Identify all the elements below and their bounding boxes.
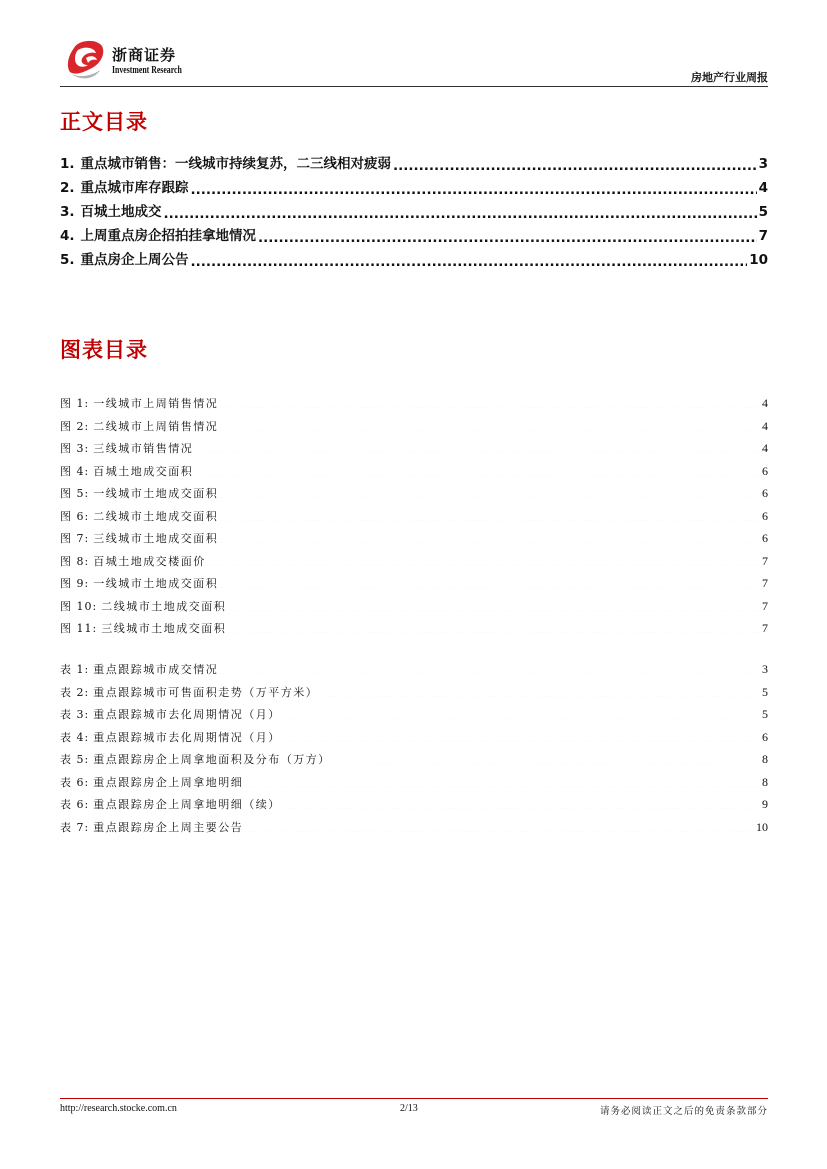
table-item[interactable] [60, 681, 768, 704]
figure-page: 4 [762, 418, 768, 433]
figure-label: 图 8: [60, 554, 90, 568]
toc-item[interactable] [60, 224, 768, 248]
dot-leader [219, 486, 761, 498]
table-label: 表 5: [60, 753, 90, 766]
figure-label: 图 5: [60, 487, 90, 500]
toc-item-page: 5 [758, 204, 768, 220]
figure-label: 图 4: [60, 464, 90, 478]
report-type: 房地产行业周报 [691, 71, 768, 84]
figure-page: 6 [762, 486, 768, 500]
dot-leader [244, 775, 761, 787]
dot-leader [219, 531, 761, 543]
table-label: 表 1: [60, 663, 90, 676]
figure-text: 三线城市土地成交面积 [93, 532, 219, 545]
dot-leader [219, 419, 761, 431]
dot-leader [191, 178, 757, 194]
page-footer [60, 1103, 768, 1119]
figure-list [60, 392, 768, 640]
dot-leader [332, 752, 761, 764]
toc-list [60, 152, 768, 272]
toc-item-number: 2. [60, 180, 75, 196]
table-item[interactable] [60, 793, 768, 816]
dot-leader [227, 599, 761, 611]
table-label: 表 6: [60, 798, 90, 811]
table-text: 重点跟踪城市去化周期情况（月） [93, 730, 281, 744]
figure-item[interactable] [60, 550, 768, 573]
figure-item[interactable] [60, 527, 768, 550]
dot-leader [219, 396, 761, 408]
toc-item-number: 5. [60, 252, 75, 268]
toc-item-text: 百城土地成交 [80, 204, 162, 220]
table-text: 重点跟踪城市可售面积走势（万平方米） [93, 685, 319, 699]
toc-title: 正文目录 [60, 110, 148, 134]
table-label: 表 4: [60, 730, 90, 744]
toc-item[interactable] [60, 152, 768, 176]
figure-page: 4 [762, 441, 768, 455]
figure-text: 百城土地成交楼面价 [93, 554, 206, 568]
figure-label: 图 7: [60, 532, 90, 545]
table-text: 重点跟踪城市成交情况 [93, 663, 219, 676]
dot-leader [282, 797, 761, 809]
table-page: 8 [762, 752, 768, 766]
toc-item[interactable] [60, 248, 768, 272]
table-label: 表 2: [60, 685, 90, 699]
dot-leader [244, 820, 755, 832]
footer-page-number: 2/13 [400, 1103, 418, 1114]
figure-text: 百城土地成交面积 [93, 464, 194, 478]
figure-label: 图 11: [60, 622, 98, 635]
toc-item-text: 重点城市销售：一线城市持续复苏，二三线相对疲弱 [80, 156, 392, 172]
table-item[interactable] [60, 726, 768, 749]
page-header [60, 38, 768, 88]
brand-logo-icon [66, 38, 106, 82]
table-label: 表 7: [60, 820, 90, 834]
table-page: 8 [762, 774, 768, 789]
figures-title: 图表目录 [60, 338, 148, 362]
figure-text: 二线城市上周销售情况 [93, 419, 219, 433]
table-page: 10 [756, 819, 768, 834]
toc-item-number: 4. [60, 228, 75, 244]
figure-text: 二线城市土地成交面积 [93, 509, 219, 523]
table-page: 9 [762, 797, 768, 811]
figure-label: 图 6: [60, 509, 90, 523]
table-text: 重点跟踪城市去化周期情况（月） [93, 708, 281, 721]
figure-label: 图 1: [60, 397, 90, 410]
table-text: 重点跟踪房企上周主要公告 [93, 820, 244, 834]
figure-item[interactable] [60, 415, 768, 438]
table-page: 5 [762, 707, 768, 721]
table-page: 6 [762, 729, 768, 744]
table-text: 重点跟踪房企上周拿地明细 [93, 775, 244, 789]
figure-item[interactable] [60, 437, 768, 460]
figure-label: 图 2: [60, 419, 90, 433]
toc-item[interactable] [60, 176, 768, 200]
toc-item[interactable] [60, 200, 768, 224]
table-page: 3 [762, 662, 768, 676]
figure-page: 4 [762, 396, 768, 410]
figure-label: 图 10: [60, 599, 98, 613]
figure-text: 二线城市土地成交面积 [101, 599, 227, 613]
figure-item[interactable] [60, 617, 768, 640]
figure-text: 三线城市销售情况 [93, 442, 194, 455]
table-page: 5 [762, 684, 768, 699]
table-item[interactable] [60, 771, 768, 794]
figure-page: 7 [762, 598, 768, 613]
figure-item[interactable] [60, 595, 768, 618]
dot-leader [219, 662, 761, 674]
table-item[interactable] [60, 703, 768, 726]
toc-item-text: 上周重点房企招拍挂拿地情况 [80, 228, 257, 244]
dot-leader [194, 441, 761, 453]
dot-leader [319, 685, 761, 697]
dot-leader [219, 509, 761, 521]
figure-label: 图 3: [60, 442, 90, 455]
figure-text: 一线城市土地成交面积 [93, 577, 219, 590]
figure-item[interactable] [60, 572, 768, 595]
dot-leader [191, 250, 748, 266]
toc-item-page: 10 [749, 252, 768, 268]
dot-leader [258, 226, 757, 242]
dot-leader [164, 202, 757, 218]
table-text: 重点跟踪房企上周拿地面积及分布（万方） [93, 753, 331, 766]
toc-item-number: 3. [60, 204, 75, 220]
figure-item[interactable] [60, 460, 768, 483]
toc-item-page: 7 [758, 228, 768, 244]
toc-item-text: 重点房企上周公告 [80, 252, 189, 268]
figure-item[interactable] [60, 392, 768, 415]
dot-leader [194, 464, 761, 476]
figure-page: 6 [762, 531, 768, 545]
table-list [60, 658, 768, 838]
dot-leader [282, 730, 761, 742]
figure-text: 三线城市土地成交面积 [101, 622, 227, 635]
toc-item-page: 4 [758, 180, 768, 196]
footer-url-link[interactable]: http://research.stocke.com.cn [60, 1103, 177, 1114]
dot-leader [219, 576, 761, 588]
footer-disclaimer: 请务必阅读正文之后的免责条款部分 [599, 1106, 768, 1117]
dot-leader [282, 707, 761, 719]
toc-item-number: 1. [60, 156, 75, 172]
figure-text: 一线城市上周销售情况 [93, 397, 219, 410]
figure-page: 6 [762, 463, 768, 478]
table-label: 表 3: [60, 708, 90, 721]
table-item[interactable] [60, 748, 768, 771]
figure-item[interactable] [60, 482, 768, 505]
table-label: 表 6: [60, 775, 90, 789]
figure-page: 7 [762, 576, 768, 590]
toc-item-page: 3 [758, 156, 768, 172]
dot-leader [207, 554, 761, 566]
dot-leader [393, 154, 757, 170]
figure-text: 一线城市土地成交面积 [93, 487, 219, 500]
figure-page: 7 [762, 553, 768, 568]
dot-leader [227, 621, 761, 633]
footer-divider [60, 1098, 768, 1099]
table-text: 重点跟踪房企上周拿地明细（续） [93, 798, 281, 811]
figure-page: 6 [762, 508, 768, 523]
figure-item[interactable] [60, 505, 768, 528]
header-divider [60, 86, 768, 87]
brand-name-en: Investment Research [112, 65, 182, 76]
brand-name-cn: 浙商证券 [112, 46, 177, 64]
figure-page: 7 [762, 621, 768, 635]
toc-item-text: 重点城市库存跟踪 [80, 180, 189, 196]
table-item[interactable] [60, 816, 768, 839]
table-item[interactable] [60, 658, 768, 681]
figure-label: 图 9: [60, 577, 90, 590]
